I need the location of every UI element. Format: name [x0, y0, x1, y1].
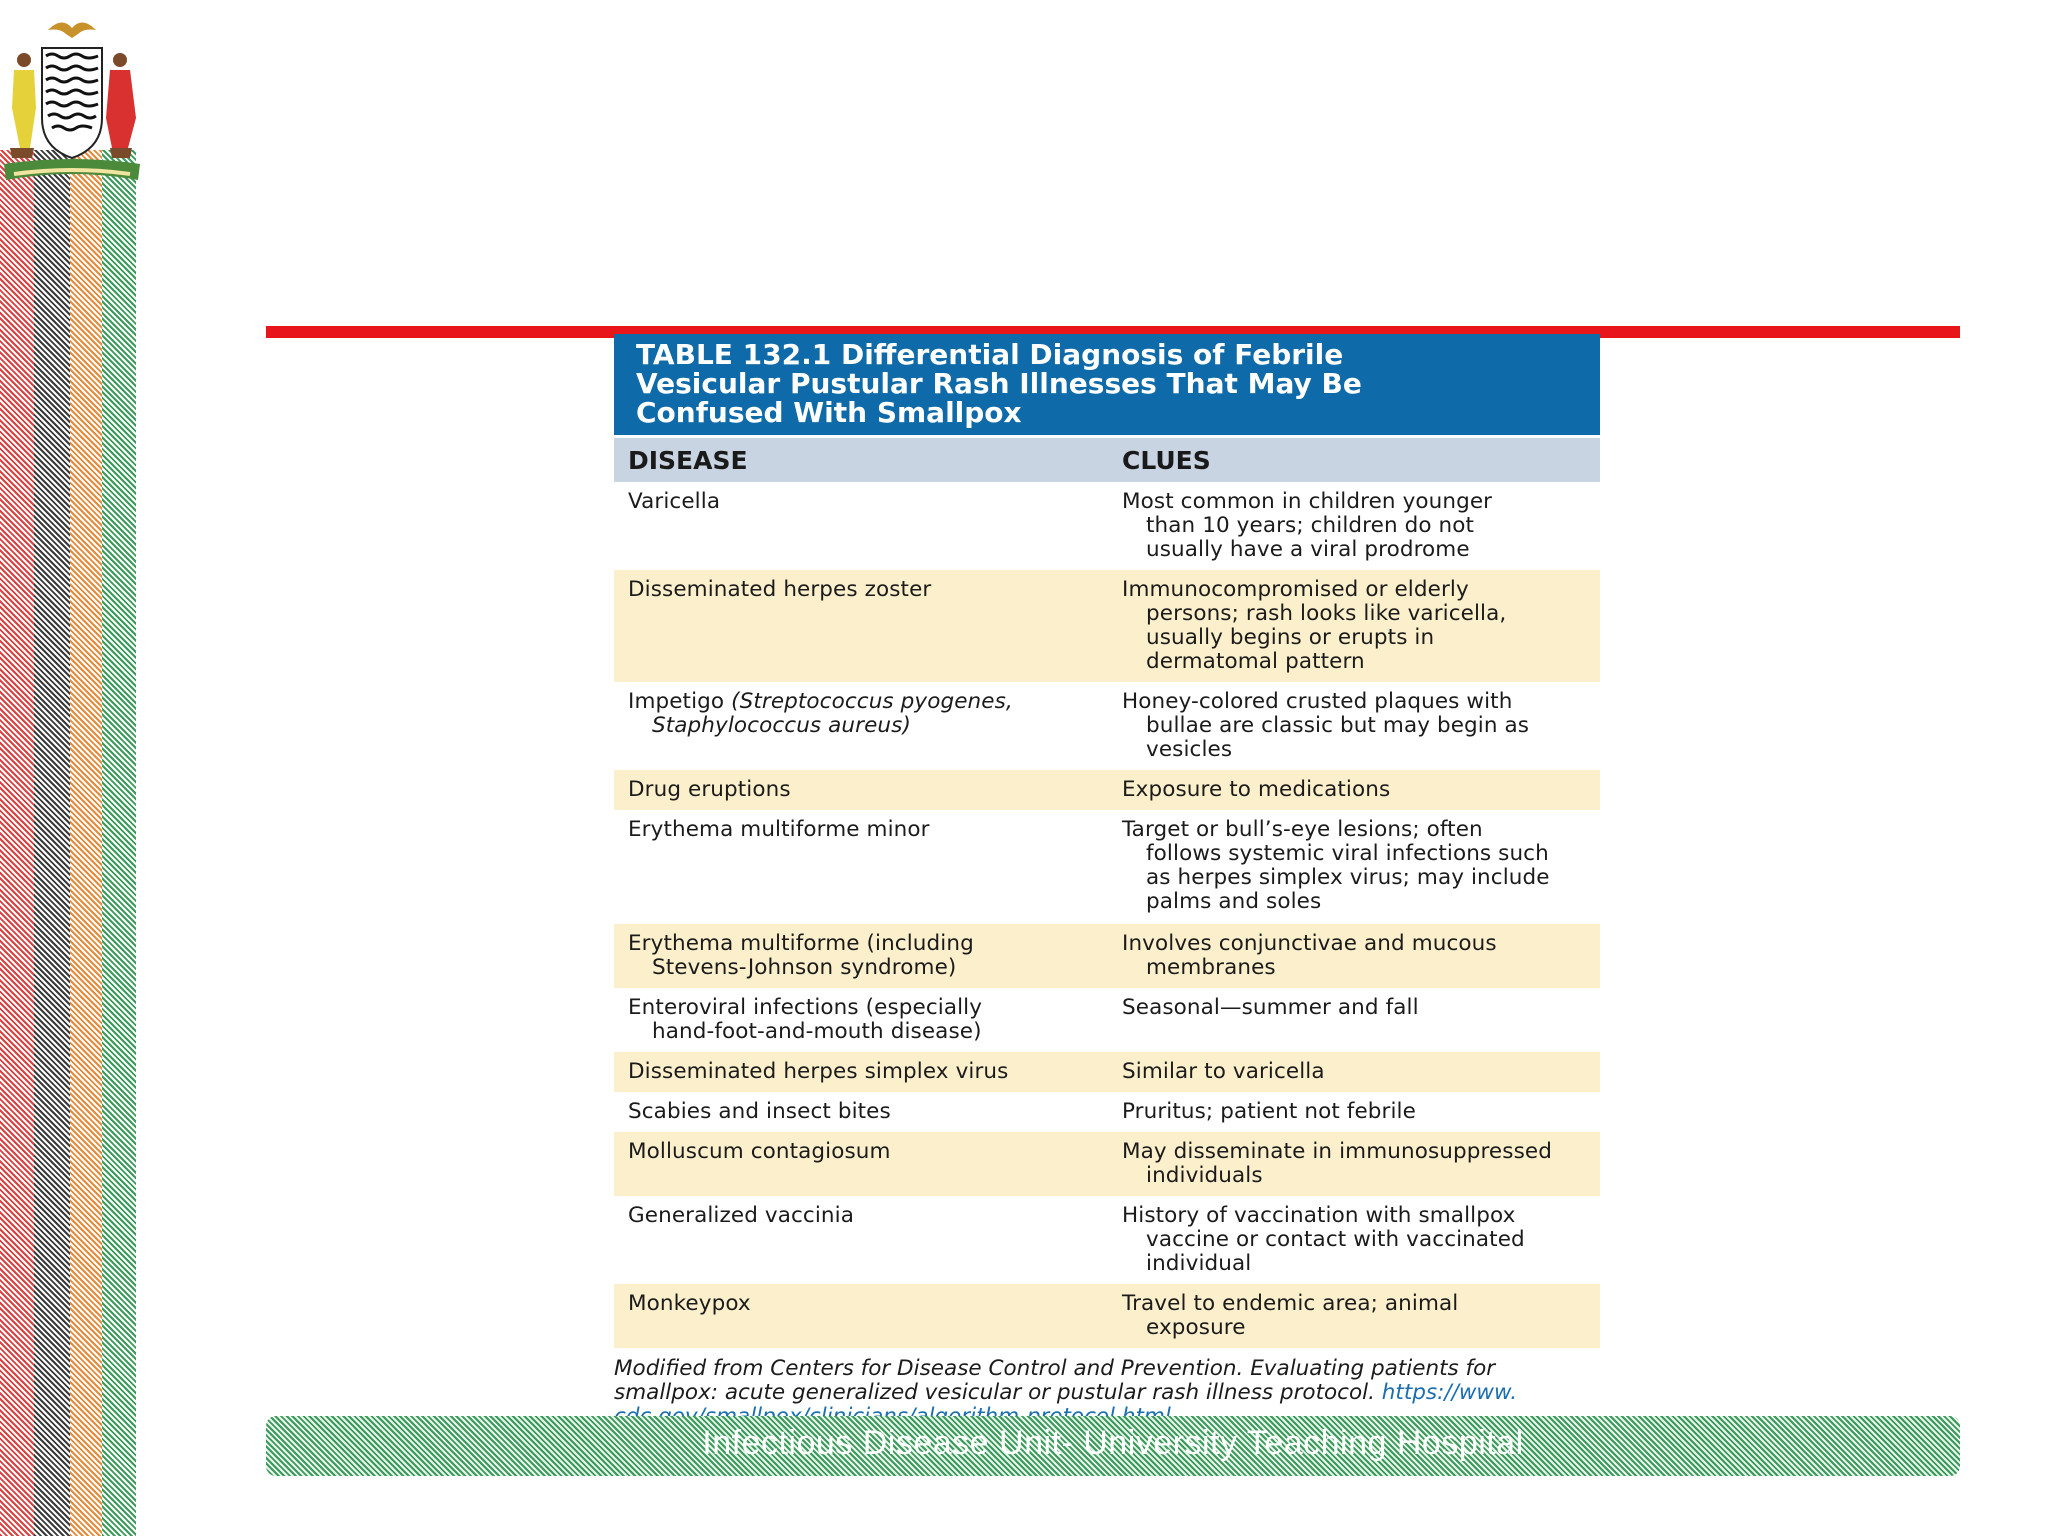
- clue-line: Target or bull’s-eye lesions; often: [1122, 817, 1483, 842]
- table-title-line: TABLE 132.1 Differential Diagnosis of Febrile: [636, 338, 1344, 371]
- clues-cell: [1122, 1100, 1592, 1124]
- disease-cell: [628, 578, 1098, 602]
- column-header-clues: CLUES: [1122, 446, 1211, 475]
- clue-line: Involves conjunctivae and mucous: [1122, 931, 1497, 956]
- clue-line: May disseminate in immunosuppressed: [1122, 1139, 1552, 1164]
- table-row: [614, 988, 1600, 1052]
- stripe-green: [102, 150, 136, 1536]
- disease-line: Monkeypox: [628, 1291, 751, 1316]
- clues-cell: [1122, 996, 1592, 1020]
- clue-line: vaccine or contact with vaccinated: [1146, 1227, 1525, 1252]
- table-row: [614, 1132, 1600, 1196]
- clue-line: individuals: [1146, 1163, 1263, 1188]
- table-title: [614, 334, 1600, 435]
- footnote-line: Modified from Centers for Disease Control and Prevention. Evaluating patients for: [614, 1356, 1496, 1381]
- clues-cell: [1122, 690, 1592, 762]
- disease-line: Scabies and insect bites: [628, 1099, 891, 1124]
- clues-cell: [1122, 818, 1592, 914]
- clue-line: Exposure to medications: [1122, 777, 1391, 802]
- clue-line: Immunocompromised or elderly: [1122, 577, 1469, 602]
- disease-cell: [628, 490, 1098, 514]
- table-row: [614, 1284, 1600, 1348]
- organism-names: (Streptococcus pyogenes,: [731, 689, 1013, 714]
- table-row: [614, 810, 1600, 924]
- clues-cell: [1122, 578, 1592, 674]
- disease-cell: [628, 818, 1098, 842]
- clues-cell: [1122, 1140, 1592, 1188]
- stripe-red: [0, 150, 34, 1536]
- diagnosis-table: [614, 334, 1600, 1434]
- flag-stripes: [0, 150, 140, 1536]
- clue-line: persons; rash looks like varicella,: [1146, 601, 1507, 626]
- clue-line: Travel to endemic area; animal: [1122, 1291, 1459, 1316]
- disease-cell: [628, 690, 1098, 738]
- disease-line: Molluscum contagiosum: [628, 1139, 891, 1164]
- disease-line: Erythema multiforme (including: [628, 931, 974, 956]
- table-body: [614, 482, 1600, 1348]
- clue-line: exposure: [1146, 1315, 1246, 1340]
- clue-line: follows systemic viral infections such: [1146, 841, 1549, 866]
- disease-line: Varicella: [628, 489, 721, 514]
- disease-cell: [628, 932, 1098, 980]
- clues-cell: [1122, 778, 1592, 802]
- table-title-line: Vesicular Pustular Rash Illnesses That May Be: [636, 367, 1362, 400]
- coat-of-arms-icon: [0, 8, 145, 183]
- disease-line: hand-foot-and-mouth disease): [652, 1019, 982, 1044]
- disease-line: [628, 690, 1098, 714]
- footnote-line: [614, 1381, 1604, 1405]
- disease-cell: [628, 778, 1098, 802]
- clue-line: usually begins or erupts in: [1146, 625, 1435, 650]
- disease-line: Stevens-Johnson syndrome): [652, 955, 957, 980]
- table-header-row: [614, 438, 1600, 482]
- table-row: [614, 570, 1600, 682]
- disease-line: Disseminated herpes simplex virus: [628, 1059, 1009, 1084]
- disease-line: Generalized vaccinia: [628, 1203, 854, 1228]
- clue-line: History of vaccination with smallpox: [1122, 1203, 1516, 1228]
- clue-line: dermatomal pattern: [1146, 649, 1365, 674]
- disease-line: Enteroviral infections (especially: [628, 995, 983, 1020]
- clues-cell: [1122, 1204, 1592, 1276]
- stripe-orange: [70, 150, 102, 1536]
- stripe-black: [34, 150, 70, 1536]
- table-row: [614, 1092, 1600, 1132]
- column-header-disease: DISEASE: [628, 446, 748, 475]
- disease-line: Erythema multiforme minor: [628, 817, 930, 842]
- disease-cell: [628, 1100, 1098, 1124]
- footnote-link[interactable]: https://www.: [1381, 1380, 1518, 1405]
- disease-cell: [628, 1292, 1098, 1316]
- clue-line: Similar to varicella: [1122, 1059, 1325, 1084]
- disease-cell: [628, 1204, 1098, 1228]
- disease-cell: [628, 1060, 1098, 1084]
- clue-line: individual: [1146, 1251, 1252, 1276]
- disease-cell: [628, 1140, 1098, 1164]
- clue-line: Honey-colored crusted plaques with: [1122, 689, 1513, 714]
- disease-name: Impetigo: [628, 689, 732, 714]
- footer-text: Infectious Disease Unit- University Teaching Hospital: [702, 1424, 1524, 1462]
- clues-cell: [1122, 1060, 1592, 1084]
- table-row: [614, 770, 1600, 810]
- clue-line: usually have a viral prodrome: [1146, 537, 1470, 562]
- clue-line: as herpes simplex virus; may include: [1146, 865, 1550, 890]
- disease-line: Staphylococcus aureus): [652, 713, 911, 738]
- table-row: [614, 682, 1600, 770]
- table-row: [614, 924, 1600, 988]
- clue-line: than 10 years; children do not: [1146, 513, 1475, 538]
- disease-line: Disseminated herpes zoster: [628, 577, 932, 602]
- clue-line: Pruritus; patient not febrile: [1122, 1099, 1416, 1124]
- footnote-text: smallpox: acute generalized vesicular or pustular rash illness protocol.: [614, 1380, 1382, 1405]
- table-row: [614, 1196, 1600, 1284]
- clue-line: bullae are classic but may begin as: [1146, 713, 1530, 738]
- disease-cell: [628, 996, 1098, 1044]
- clues-cell: [1122, 932, 1592, 980]
- disease-line: Drug eruptions: [628, 777, 791, 802]
- footer-band: [266, 1416, 1960, 1476]
- clue-line: membranes: [1146, 955, 1276, 980]
- table-title-line: Confused With Smallpox: [636, 396, 1022, 429]
- clues-cell: [1122, 1292, 1592, 1340]
- clue-line: palms and soles: [1146, 889, 1322, 914]
- clues-cell: [1122, 490, 1592, 562]
- clue-line: Seasonal—summer and fall: [1122, 995, 1419, 1020]
- clue-line: Most common in children younger: [1122, 489, 1493, 514]
- table-row: [614, 1052, 1600, 1092]
- clue-line: vesicles: [1146, 737, 1233, 762]
- table-row: [614, 482, 1600, 570]
